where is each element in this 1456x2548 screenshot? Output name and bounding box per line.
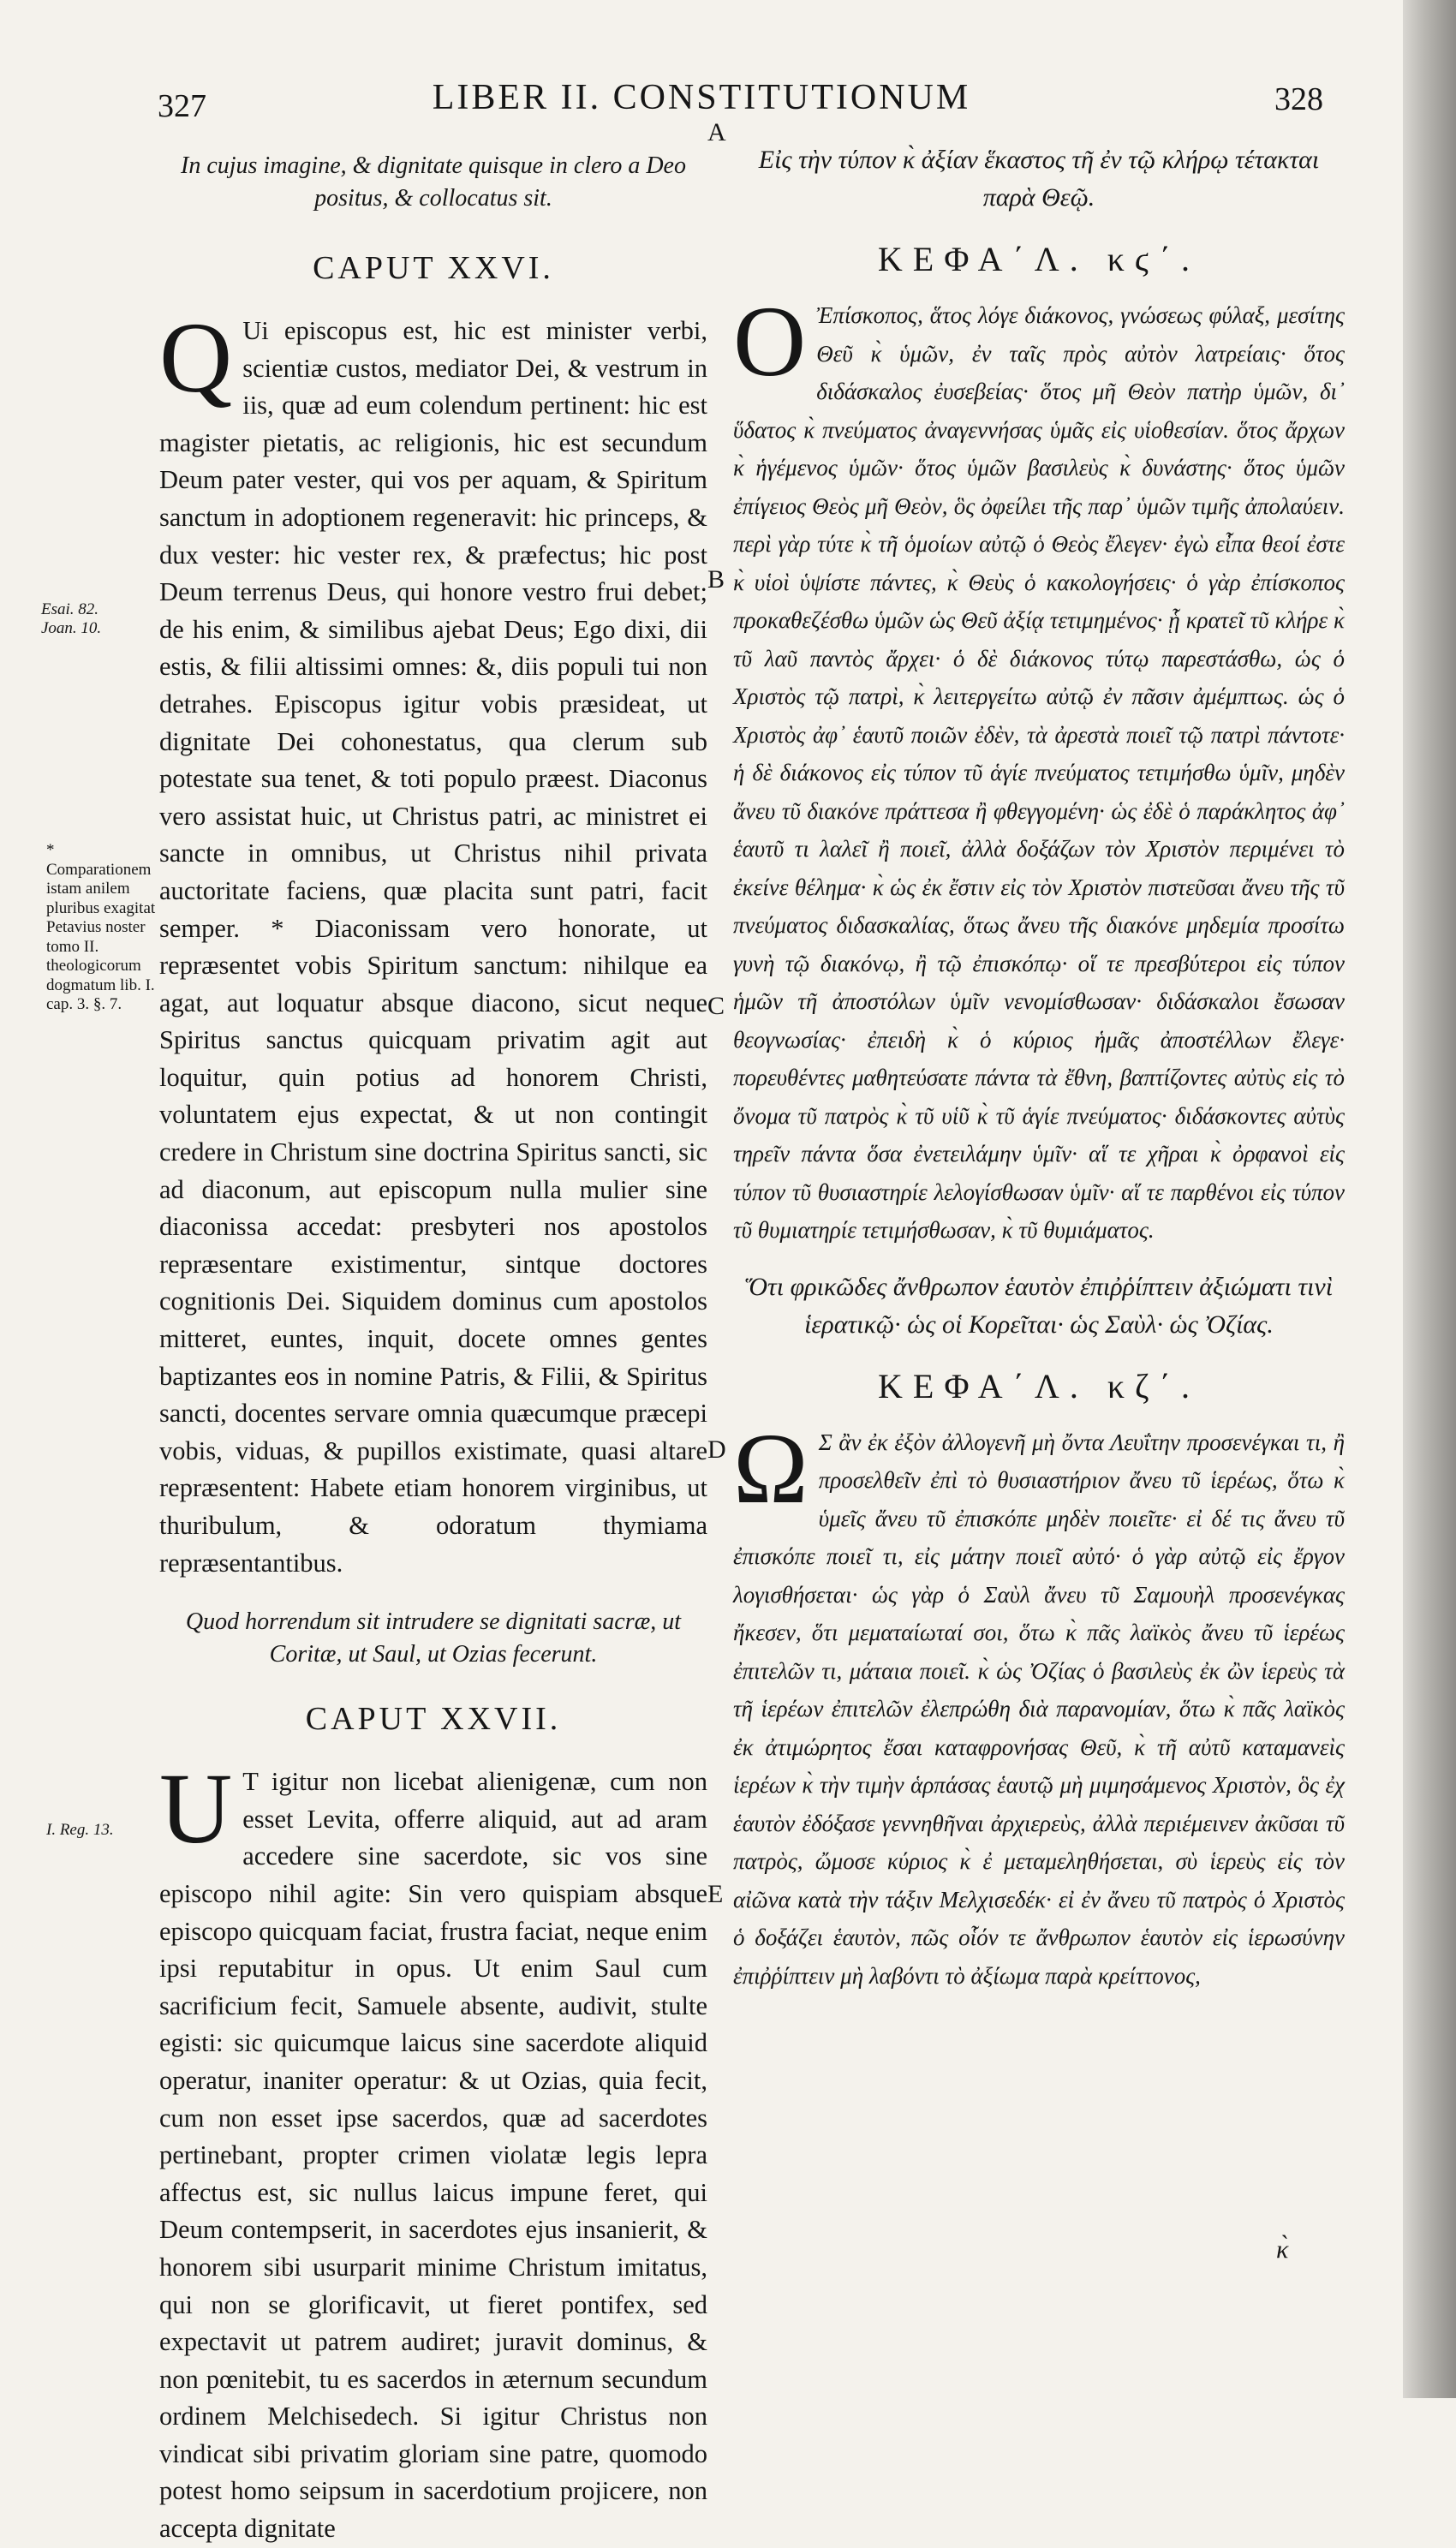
page-title: LIBER II. CONSTITUTIONUM bbox=[432, 78, 971, 117]
chapter-26-text-latin bbox=[159, 301, 707, 1582]
chapter-26-body-greek: Ἐπίσκοπος, ἅτος λόγε διάκονος, γνώσεως φύλαξ, μεσίτης Θεῦ κ̀ ὑμῶν, ἐν ταῖς πρὸς αὐτὸν λατρείαις· ὅτος διδάσκαλος ἐυσεβείας· ὅτος μῆ Θεὸν πατὴρ ὑμῶν, δι᾽ ὕδατος κ̀ πνεύματος ἀναγεννήσας ὑμᾶς εἰς υἱοθεσίαν. ὅτος ἄρχων κ̀ ἡγέμενος ὑμῶν· ὅτος ὑμῶν βασιλεὺς κ̀ δυνάστης· ὅτος ὑμῶν ἐπίγειος Θεὸς μῆ Θεὸν, ὃς ὀφείλει τῆς παρ᾽ ὑμῶν τιμῆς ἀπολαύειν. περὶ γὰρ τύτε κ̀ τῆ ὁμοίων αὐτῷ ὁ Θεὸς ἔλεγεν· ἐγὼ εἶπα θεοί ἐστε κ̀ υἱοὶ ὑψίστε πάντες, κ̀ Θεὺς ὁ κακολογήσεις· ὁ γὰρ ἐπίσκοπος προκαθεζέσθω ὑμῶν ὡς Θεῦ ἀξίᾳ τετιμημένος· ᾗ κρατεῖ τῦ κλήρε κ̀ τῦ λαῦ παντὸς ἄρχει· ὁ δὲ διάκονος τύτῳ παρεστάσθω, ὡς ὁ Χριστὸς τῷ πατρὶ, κ̀ λειτεργείτω αὐτῷ ἐν πᾶσιν ἀμέμπτως. ὡς ὁ Χριστὸς ἀφ᾽ ἑαυτῦ ποιῶν ἐδὲν, τὰ ἀρεστὰ ποιεῖ τῷ πατρὶ πάντοτε· ἡ δὲ διάκονος εἰς τύπον τῦ ἁγίε πνεύματος τετιμήσθω ὑμῖν, μηδὲν ἄνευ τῦ διακόνε πράττεσα ἢ φθεγγομένη· ὡς ἐδὲ ὁ παράκλητος ἀφ᾽ ἑαυτῦ τι λαλεῖ ἢ ποιεῖ, ἀλλὰ δοξάζων τὸν Χριστὸν περιμένει τὸ ἐκείνε θέλημα· κ̀ ὡς ἐκ ἔστιν εἰς τὸν Χριστὸν πιστεῦσαι ἄνευ τῆς τῦ πνεύματος διδασκαλίας, ὅτως ἄνευ τῆς διακόνε μηδεμία προσίτω γυνὴ τῷ διακόνῳ, ἢ τῷ ἐπισκόπῳ· οἵ τε πρεσβύτεροι εἰς τύπον ἡμῶν τῆ ἀποστόλων ὑμῖν νενομίσθωσαν· διδάσκαλοι ἔσωσαν θεογνωσίας· ἐπειδὴ κ̀ ὁ κύριος ἡμᾶς ἀποστέλλων ἔλεγε· πορευθέντες μαθητεύσατε πάντα τὰ ἔθνη, βαπτίζοντες αὐτὺς εἰς τὸ ὄνομα τῦ πατρὸς κ̀ τῦ υἱῦ κ̀ τῦ ἁγίε πνεύματος· διδάσκοντες αὐτὺς τηρεῖν πάντα ὅσα ἐνετειλάμην ὑμῖν· αἵ τε χῆραι κ̀ ὀρφανοὶ εἰς τύπον τῦ θυσιαστηρίε λελογίσθωσαν ὑμῖν· αἵ τε παρθένοι εἰς τύπον τῦ θυμιατηρίε τετιμήσθωσαν, κ̀ τῦ θυμιάματος. bbox=[733, 302, 1345, 1243]
margin-note-petavius: * Comparationem istam anilem pluribus exagitat Petavius noster tomo II. theologicorum dogmatum lib. I. cap. 3. §. 7. bbox=[46, 841, 156, 1013]
chapter-26-rubric-latin: In cujus imagine, & dignitate quisque in clero a Deo positus, & collocatus sit. bbox=[181, 152, 686, 212]
chapter-26-heading-latin: CAPUT XXVI. bbox=[313, 250, 554, 286]
chapter-27-text-latin bbox=[159, 1752, 707, 2547]
section-letter-d: D bbox=[707, 1435, 726, 1464]
chapter-26-rubric-greek: Εἰς τὴν τύπον κ̀ ἀξίαν ἕκαστος τῆ ἐν τῷ κλήρῳ τέτακται παρὰ Θεῷ. bbox=[758, 146, 1320, 212]
chapter-26-heading-greek: ΚΕΦΑ΄Λ. κϛ΄. bbox=[877, 240, 1201, 278]
margin-ref-reg: I. Reg. 13. bbox=[46, 1821, 114, 1839]
section-letter-c: C bbox=[707, 992, 725, 1020]
dropcap-q: Q bbox=[159, 301, 233, 414]
page-number-right: 328 bbox=[1274, 81, 1323, 117]
chapter-27-body-latin: T igitur non licebat alienigenæ, cum non esset Levita, offerre aliquid, aut ad aram accedere sine sacerdote, sic vos sine episcopo nihil agite: Sin vero quispiam absque episcopo quicquam faciat, frustra faciat, neque enim ipsi reputabitur in opus. Ut enim Saul cum sacrificium fecit, Samuele absente, audivit, stulte egisti: sic quicumque laicus sine sacerdote aliquid operatur, inaniter operatur: & ut Ozias, quia fecit, cum non esset ipse sacerdos, quæ ad sacerdotes pertinebant, propter crimen violatæ legis lepra affectus est, sic nullus laicus impune feret, qui Deum contempserit, in sacerdotes ejus insanierit, & honorem sibi usurparit minime Christum imitatus, qui non se glorificavit, ut fieret pontifex, sed expectavit ut patrem audiret; juravit dominus, & non pœnitebit, tu es sacerdos in æternum secundum ordinem Melchisedech. Si igitur Christus non vindicat sibi privatim gloriam sine patre, quomodo potest homo seipsum in sacerdotium projicere, non accepta dignitate bbox=[159, 1767, 707, 2544]
chapter-26-text-greek bbox=[733, 285, 1345, 1250]
greek-column bbox=[733, 141, 1345, 1995]
dropcap-u: U bbox=[159, 1752, 233, 1865]
binding-gutter bbox=[1403, 0, 1456, 2398]
chapter-27-heading-latin: CAPUT XXVII. bbox=[305, 1701, 562, 1738]
margin-ref-esai: Esai. 82. bbox=[41, 600, 99, 618]
catchword: κ̀ bbox=[1276, 2235, 1289, 2264]
section-letter-e: E bbox=[707, 1880, 724, 1908]
margin-ref-joan: Joan. 10. bbox=[41, 619, 102, 637]
chapter-26-body-latin: Ui episcopus est, hic est minister verbi, scientiæ custos, mediator Dei, & vestrum in iis, quæ ad eum colendum pertinent: hic est magister pietatis, ac religionis, hic est secundum Deum pater vester, qui vos per aquam, & Spiritum sanctum in adoptionem regeneravit: hic princeps, & dux vester: hic vester rex, & præfectus; hic post Deum terrenus Deus, qui honore vestro frui debet; de his enim, & similibus ajebat Deus; Ego dixi, dii estis, & filii altissimi omnes: &, diis populi tui non detrahes. Episcopus igitur vobis præsideat, ut dignitate Dei cohonestatus, qua clerum sub potestate sua tenet, & toti populo præest. Diaconus vero assistat huic, ut Christus patri, ac ministret ei sancte in omnibus, ut Christus nihil privata auctoritate faciens, quæ placita sunt patri, facit semper. * Diaconissam vero honorate, ut repræsentet vobis Spiritum sanctum: nihilque ea agat, aut loquatur absque diacono, sicut neque Spiritus sanctus quicquam privatim agit aut loquitur, quin potius ad honorem Christi, voluntatem ejus expectat, & ut non contingit credere in Christum sine doctrina Spiritus sancti, sic ad diaconum, aut episcopum nulla mulier sine diaconissa accedat: presbyteri nos apostolos repræsentare existimentur, sintque doctores cognitionis Dei. Siquidem dominus cum apostolos mitteret, euntes, inquit, docete omnes gentes baptizantes eos in nomine Patris, & Filii, & Spiritus sancti, docentes servare omnia quæcumque præcepi vobis, viduas, & pupillos existimate, quasi altare repræsentent: Habete etiam honorem virginibus, ut thuribulum, & odoratum thymiama repræsentantibus. bbox=[159, 316, 707, 1578]
chapter-27-heading-greek: ΚΕΦΑ΄Λ. κζ΄. bbox=[878, 1366, 1200, 1405]
running-head bbox=[0, 72, 1403, 132]
chapter-27-body-greek: Σ ἂν ἐκ ἐξὸν ἀλλογενῆ μὴ ὄντα Λευΐτην προσενέγκαι τι, ἢ προσελθεῖν ἐπὶ τὸ θυσιαστήριον ἄνευ τῦ ἱερέως, ὅτω κ̀ ὑμεῖς ἄνευ τῦ ἐπισκόπε μηδὲν ποιεῖτε· εἰ δέ τις ἄνευ τῦ ἐπισκόπε ποιεῖ τι, εἰς μάτην ποιεῖ αὐτό· ὁ γὰρ αὐτῷ εἰς ἔργον λογισθήσεται· ὡς γὰρ ὁ Σαὺλ ἄνευ τῦ Σαμουὴλ προσενέγκας ἤκεσεν, ὅτι μεματαίωταί σοι, ὅτω κ̀ πᾶς λαϊκὸς ἄνευ τῦ ἱερέως ἐπιτελῶν τι, μάταια ποιεῖ. κ̀ ὡς Ὀζίας ὁ βασιλεὺς ἐκ ὢν ἱερεὺς τὰ τῆ ἱερέων ἐπιτελῶν ἐλεπρώθη διὰ παρανομίαν, ὅτω κ̀ πᾶς λαϊκὸς ἐκ ἀτιμώρητος ἔσαι καταφρονήσας Θεῦ, κ̀ τῆ αὐτῦ καταμανεὶς ἱερέων κ̀ τὴν τιμὴν ἁρπάσας ἑαυτῷ μὴ μιμησάμενος Χριστὸν, ὃς ἐχ ἑαυτὸν ἐδόξασε γεννηθῆναι ἀρχιερεὺς, ἀλλὰ περιέμεινεν ἀκῦσαι τῦ πατρὸς, ὤμοσε κύριος κ̀ ἐ μεταμεληθήσεται, σὺ ἱερεὺς εἰς τὸν αἰῶνα κατὰ τὴν τάξιν Μελχισεδέκ· εἰ ἐν ἄνευ τῦ πατρὸς ὁ Χριστὸς ὁ δοξάζει ἑαυτὸν, πῶς οἷόν τε ἄνθρωπον ἑαυτὸν εἰς ἱερωσύνην ἐπιῤῥίπτειν μὴ λαβόντι τὸ ἀξίωμα παρὰ κρείττονος, bbox=[733, 1429, 1345, 1989]
section-letter-a: A bbox=[707, 118, 726, 146]
dropcap-omicron: Ο bbox=[733, 285, 807, 397]
chapter-27-rubric-greek: Ὅτι φρικῶδες ἄνθρωπον ἑαυτὸν ἐπιῤῥίπτειν ἀξιώματι τινὶ ἱερατικῷ· ὡς οἱ Κορεῖται· ὡς Σαὺλ· ὡς Ὀζίας. bbox=[744, 1272, 1334, 1339]
chapter-27-text-greek bbox=[733, 1411, 1345, 1996]
chapter-27-rubric-latin: Quod horrendum sit intrudere se dignitati sacræ, ut Coritæ, ut Saul, ut Ozias fecerunt. bbox=[185, 1608, 682, 1668]
page-number-left: 327 bbox=[158, 88, 206, 124]
section-letter-b: B bbox=[707, 565, 725, 594]
dropcap-omega: Ω bbox=[733, 1411, 809, 1525]
latin-column bbox=[159, 150, 707, 2548]
